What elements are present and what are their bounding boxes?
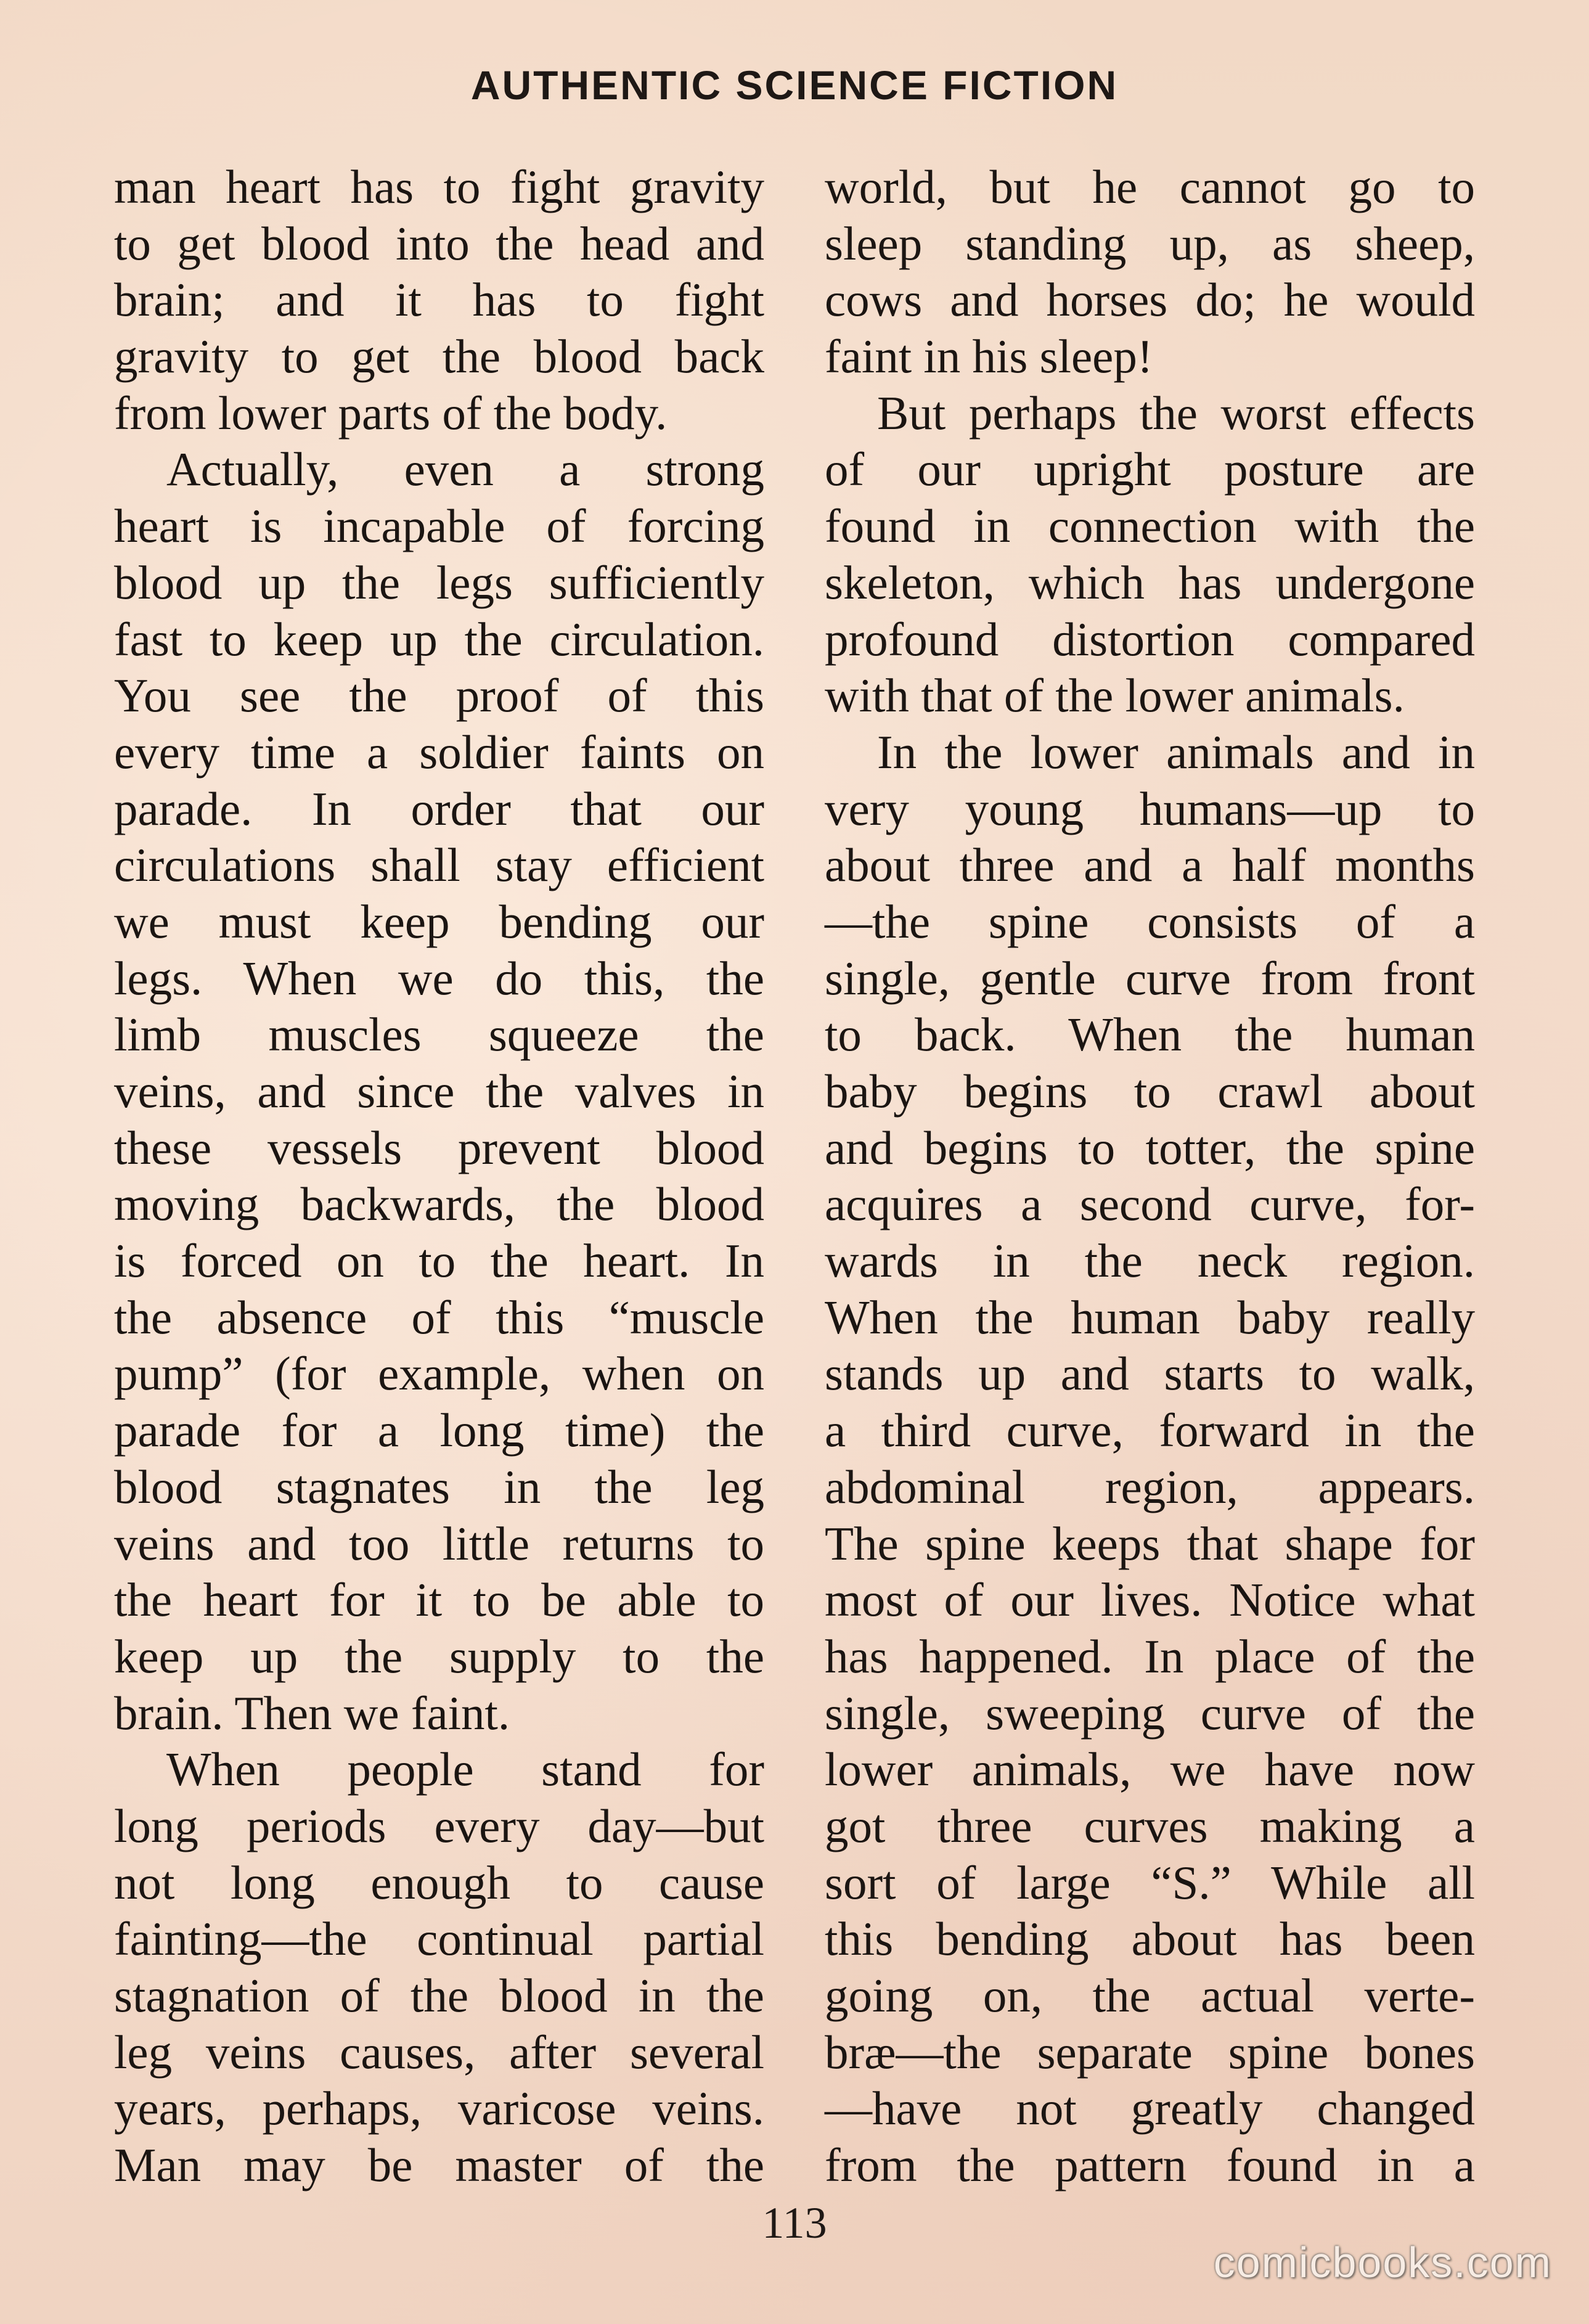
text-line: found in connection with the — [825, 499, 1475, 553]
text-line: acquires a second curve, for- — [825, 1177, 1475, 1231]
text-line: lower animals, we have now — [825, 1743, 1475, 1796]
text-line: man heart has to fight gravity — [114, 160, 764, 213]
text-line: very young humans—up to — [825, 782, 1475, 835]
text-line: You see the proof of this — [114, 669, 764, 722]
text-line: the heart for it to be able to — [114, 1573, 764, 1627]
text-line: most of our lives. Notice what — [825, 1573, 1475, 1627]
text-line: sort of large “S.” While all — [825, 1856, 1475, 1909]
text-line: wards in the neck region. — [825, 1234, 1475, 1288]
text-line: parade. In order that our — [114, 782, 764, 835]
text-line: to back. When the human — [825, 1008, 1475, 1062]
text-line: Man may be master of the — [114, 2138, 764, 2192]
text-line: brain; and it has to fight — [114, 273, 764, 327]
text-line: not long enough to cause — [114, 1856, 764, 1909]
running-header: AUTHENTIC SCIENCE FICTION — [470, 62, 1119, 108]
text-line: single, gentle curve from front — [825, 951, 1475, 1005]
text-line: stagnation of the blood in the — [114, 1969, 764, 2022]
text-line: —the spine consists of a — [825, 894, 1475, 948]
text-line: circulations shall stay efficient — [114, 838, 764, 892]
text-line: these vessels prevent blood — [114, 1121, 764, 1174]
text-line: profound distortion compared — [825, 612, 1475, 666]
text-line: sleep standing up, as sheep, — [825, 216, 1475, 270]
text-line: a third curve, forward in the — [825, 1404, 1475, 1457]
text-line: years, perhaps, varicose veins. — [114, 2082, 764, 2135]
text-line: baby begins to crawl about — [825, 1065, 1475, 1118]
text-line: veins, and since the valves in — [114, 1065, 764, 1118]
text-line: gravity to get the blood back — [114, 330, 764, 383]
text-line: world, but he cannot go to — [825, 160, 1475, 213]
text-line: and begins to totter, the spine — [825, 1121, 1475, 1174]
text-line: When the human baby really — [825, 1290, 1475, 1344]
text-line: bræ—the separate spine bones — [825, 2025, 1475, 2079]
text-line: this bending about has been — [825, 1912, 1475, 1966]
text-line: the absence of this “muscle — [114, 1290, 764, 1344]
text-line: blood stagnates in the leg — [114, 1460, 764, 1513]
text-line: leg veins causes, after several — [114, 2025, 764, 2079]
text-line: fast to keep up the circulation. — [114, 612, 764, 666]
text-line: pump” (for example, when on — [114, 1347, 764, 1401]
text-column-left — [114, 159, 764, 2194]
text-line: skeleton, which has undergone — [825, 555, 1475, 609]
text-line: keep up the supply to the — [114, 1629, 764, 1683]
text-line: faint in his sleep! — [825, 330, 1153, 383]
page-number: 113 — [762, 2198, 827, 2248]
text-line: Actually, even a strong — [166, 443, 764, 496]
text-line: blood up the legs sufficiently — [114, 555, 764, 609]
text-line: we must keep bending our — [114, 894, 764, 948]
text-line: to get blood into the head and — [114, 216, 764, 270]
text-line: about three and a half months — [825, 838, 1475, 892]
text-line: fainting—the continual partial — [114, 1912, 764, 1966]
text-line: has happened. In place of the — [825, 1629, 1475, 1683]
text-line: limb muscles squeeze the — [114, 1008, 764, 1062]
text-line: —have not greatly changed — [825, 2082, 1475, 2135]
text-line: The spine keeps that shape for — [825, 1516, 1475, 1570]
text-line: going on, the actual verte- — [825, 1969, 1475, 2022]
text-line: abdominal region, appears. — [825, 1460, 1475, 1513]
text-line: from the pattern found in a — [825, 2138, 1475, 2192]
text-line: every time a soldier faints on — [114, 725, 764, 779]
text-line: legs. When we do this, the — [114, 951, 764, 1005]
text-line: long periods every day—but — [114, 1799, 764, 1852]
text-line: When people stand for — [166, 1743, 764, 1796]
text-column-right — [825, 159, 1475, 2194]
text-line: of our upright posture are — [825, 443, 1475, 496]
watermark: comicbooks.com — [1213, 2238, 1552, 2286]
text-line: is forced on to the heart. In — [114, 1234, 764, 1288]
text-line: moving backwards, the blood — [114, 1177, 764, 1231]
text-line: stands up and starts to walk, — [825, 1347, 1475, 1401]
text-line: cows and horses do; he would — [825, 273, 1475, 327]
text-line: with that of the lower animals. — [825, 669, 1405, 722]
text-line: veins and too little returns to — [114, 1516, 764, 1570]
text-line: In the lower animals and in — [877, 725, 1475, 779]
text-line: got three curves making a — [825, 1799, 1475, 1852]
text-line: But perhaps the worst effects — [877, 386, 1475, 440]
text-line: single, sweeping curve of the — [825, 1686, 1475, 1740]
text-line: brain. Then we faint. — [114, 1686, 510, 1740]
text-line: parade for a long time) the — [114, 1404, 764, 1457]
text-line: heart is incapable of forcing — [114, 499, 764, 553]
text-line: from lower parts of the body. — [114, 386, 668, 440]
